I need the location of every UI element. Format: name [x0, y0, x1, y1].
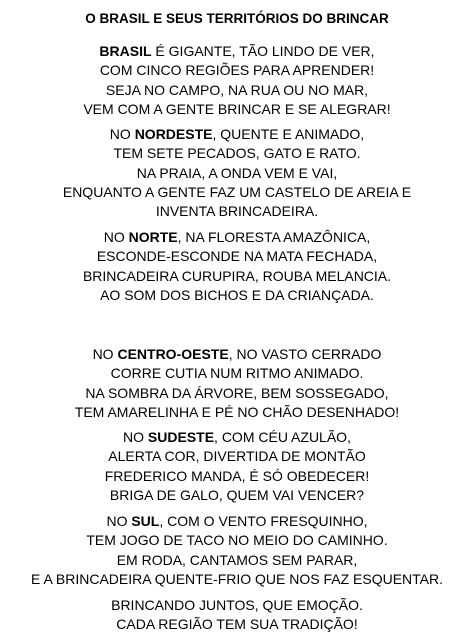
line-text: AO SOM DOS BICHOS E DA CRIANÇADA.: [100, 286, 374, 303]
line-text: É GIGANTE, TÃO LINDO DE VER,: [151, 43, 375, 59]
line-text: NA PRAIA, A ONDA VEM E VAI,: [136, 164, 338, 181]
poem-line: [0, 467, 474, 486]
line-text: ALERTA COR, DIVERTIDA DE MONTÃO: [108, 448, 366, 465]
poem-line: [0, 183, 474, 202]
poem-line: [0, 486, 474, 505]
poem-line: [0, 100, 474, 119]
line-text: , NO VASTO CERRADO: [228, 346, 382, 362]
poem-line: [0, 144, 474, 163]
poem-line: [0, 512, 474, 531]
line-text: EM RODA, CANTAMOS SEM PARAR,: [116, 551, 358, 568]
poem-line: [0, 345, 474, 364]
poem-line: [0, 247, 474, 266]
stanza-sudeste: [0, 428, 474, 505]
poem-line: [0, 596, 474, 615]
line-text: BRINCANDO JUNTOS, QUE EMOÇÃO.: [111, 597, 363, 613]
region-name: SUL: [131, 513, 160, 529]
line-text: NA SOMBRA DA ÁRVORE, BEM SOSSEGADO,: [85, 384, 389, 401]
stanza-sul: [0, 512, 474, 589]
stanza-centro-oeste: [0, 345, 474, 422]
poem-line: [0, 447, 474, 466]
poem-line: [0, 228, 474, 247]
poem-line: [0, 403, 474, 422]
stanza-nordeste: [0, 125, 474, 221]
line-text: SEJA NO CAMPO, NA RUA OU NO MAR,: [105, 81, 369, 98]
poem-line: [0, 81, 474, 100]
poem-line: [0, 428, 474, 447]
line-text: , QUENTE E ANIMADO,: [212, 126, 365, 142]
line-text: COM CINCO REGIÕES PARA APRENDER!: [99, 62, 375, 79]
line-text: CADA REGIÃO TEM SUA TRADIÇÃO!: [116, 616, 358, 633]
poem-line: [0, 202, 474, 221]
poem-line: [0, 531, 474, 550]
line-text: , NA FLORESTA AMAZÔNICA,: [177, 229, 371, 245]
poem-line: [0, 267, 474, 286]
poem-line: [0, 286, 474, 305]
line-text: , COM CÉU AZULÃO,: [214, 429, 351, 445]
line-text: TEM SETE PECADOS, GATO E RATO.: [113, 145, 361, 162]
line-text: ESCONDE-ESCONDE NA MATA FECHADA,: [96, 248, 378, 265]
line-text: TEM JOGO DE TACO NO MEIO DO CAMINHO.: [86, 532, 388, 549]
stanza-final: [0, 596, 474, 635]
line-prefix: NO: [106, 513, 132, 529]
line-text: ENQUANTO A GENTE FAZ UM CASTELO DE AREIA E: [62, 183, 412, 200]
poem-line: [0, 125, 474, 144]
region-name: NORTE: [128, 229, 178, 245]
region-name: BRASIL: [99, 43, 152, 59]
line-text: BRIGA DE GALO, QUEM VAI VENCER?: [109, 486, 365, 503]
line-text: , COM O VENTO FRESQUINHO,: [159, 513, 368, 529]
line-text: VEM COM A GENTE BRINCAR E SE ALEGRAR!: [83, 100, 391, 117]
poem-line: [0, 61, 474, 80]
region-name: CENTRO-OESTE: [117, 346, 229, 362]
poem-line: [0, 570, 474, 589]
poem-line: [0, 164, 474, 183]
line-text: BRINCADEIRA CURUPIRA, ROUBA MELANCIA.: [82, 267, 392, 284]
line-text: FREDERICO MANDA, É SÓ OBEDECER!: [104, 467, 370, 484]
stanza-norte: [0, 228, 474, 305]
poem-title: O BRASIL E SEUS TERRITÓRIOS DO BRINCAR: [85, 11, 389, 26]
poem-line: [0, 551, 474, 570]
line-text: CORRE CUTIA NUM RITMO ANIMADO.: [110, 365, 364, 382]
poem-line: [0, 42, 474, 61]
line-prefix: NO: [123, 429, 148, 445]
region-name: SUDESTE: [147, 429, 215, 445]
stanza-intro: [0, 42, 474, 119]
line-text: E A BRINCADEIRA QUENTE-FRIO QUE NOS FAZ ESQUENTAR.: [30, 570, 444, 587]
line-text: INVENTA BRINCADEIRA.: [155, 203, 319, 220]
region-name: NORDESTE: [134, 126, 213, 142]
poem-line: [0, 364, 474, 383]
line-prefix: NO: [92, 346, 118, 362]
line-text: TEM AMARELINHA E PÉ NO CHÃO DESENHADO!: [74, 403, 400, 420]
poem-line: [0, 384, 474, 403]
line-prefix: NO: [103, 229, 129, 245]
line-prefix: NO: [109, 126, 135, 142]
